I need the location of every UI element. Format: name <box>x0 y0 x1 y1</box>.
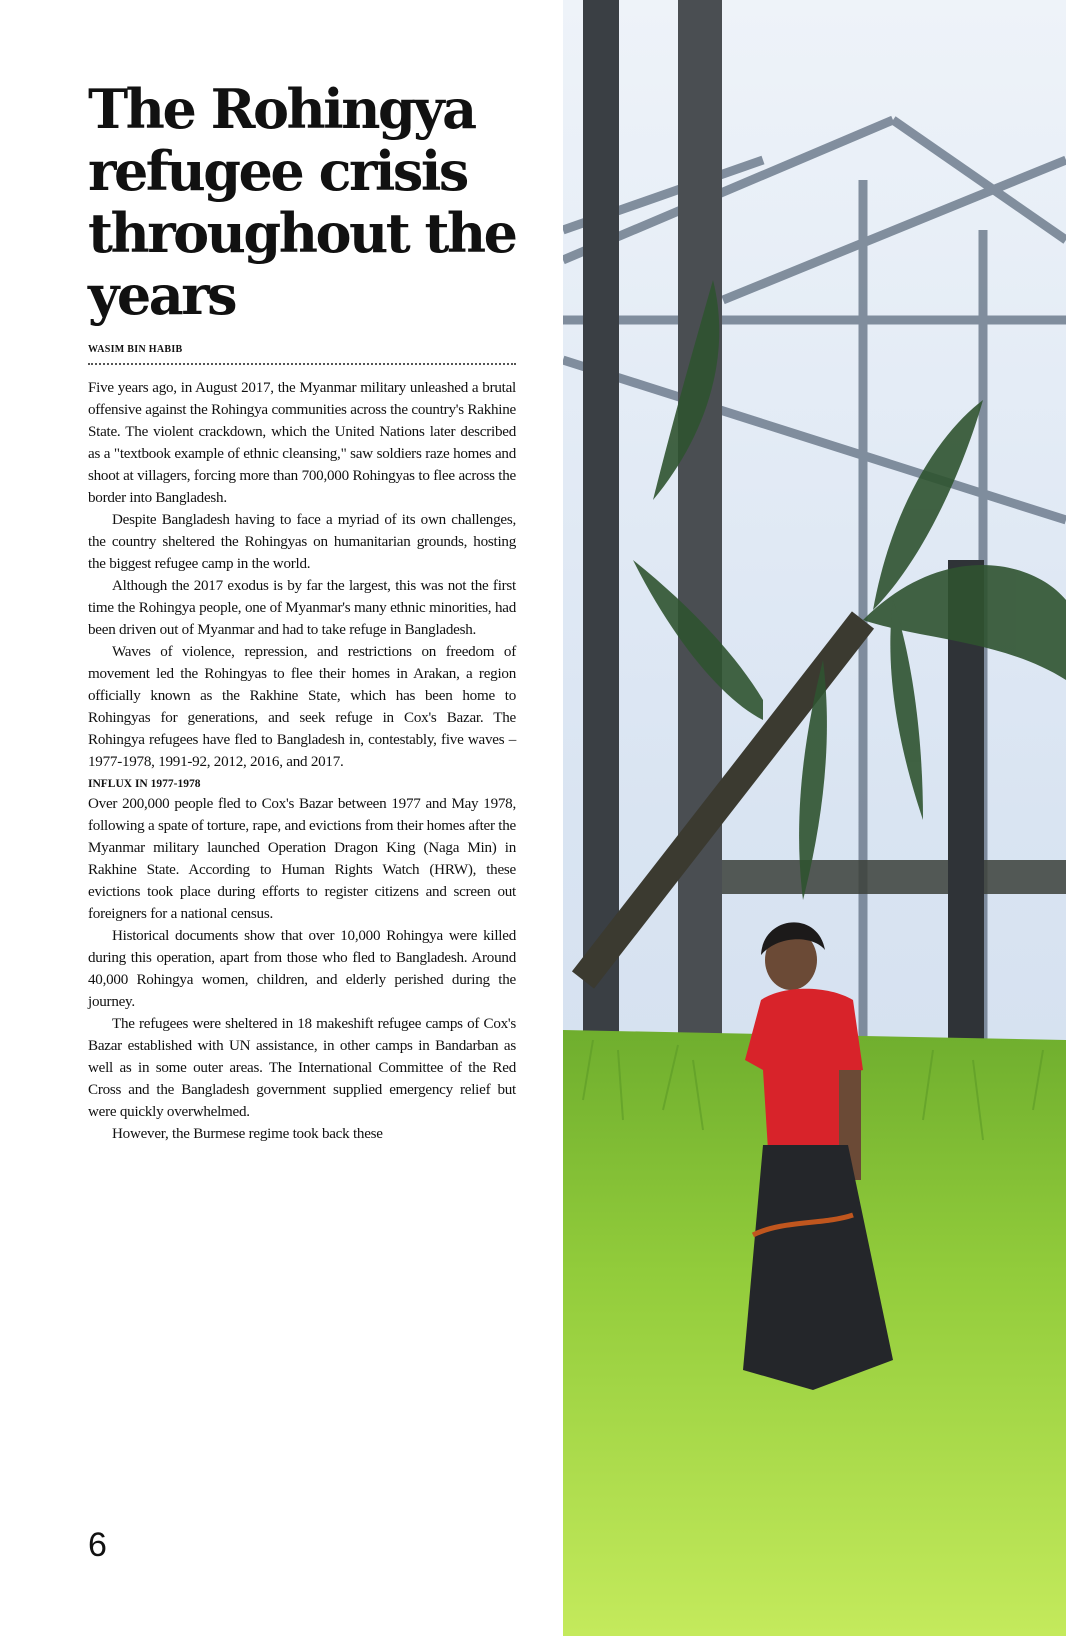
paragraph: However, the Burmese regime took back these <box>112 1126 383 1142</box>
palm-trunk <box>583 0 619 1050</box>
section-subhead: INFLUX IN 1977-1978 <box>88 778 201 790</box>
photo-illustration <box>563 0 1066 1636</box>
article-photo <box>563 0 1066 1636</box>
paragraph: Five years ago, in August 2017, the Myanmar military unleashed a brutal offensive against the Rohingya communities across the country's Rakhine State. The violent crackdown, which the United Nations later described as a "textbook example of ethnic cleansing," saw soldiers raze homes and shoot at villagers, forcing more than 700,000 Rohingyas to flee across the border into Bangladesh. <box>88 380 516 506</box>
byline: WASIM BIN HABIB <box>88 344 516 365</box>
page-number: 6 <box>88 1526 107 1564</box>
article-body <box>88 377 516 1145</box>
crossbeam <box>713 860 1066 894</box>
paragraph: Over 200,000 people fled to Cox's Bazar between 1977 and May 1978, following a spate of torture, rape, and evictions from their homes after the Myanmar military launched Operation Dragon King (Naga Min) in Rakhine State. According to Human Rights Watch (HRW), these evictions took place during efforts to register citizens and screen out foreigners for a national census. <box>88 796 516 922</box>
paragraph: Despite Bangladesh having to face a myriad of its own challenges, the country sheltered the Rohingyas on humanitarian grounds, hosting the biggest refugee camp in the world. <box>88 512 516 572</box>
article-column <box>88 78 516 1145</box>
palm-trunk <box>678 0 722 1060</box>
paragraph: Historical documents show that over 10,000 Rohingya were killed during this operation, apart from those who fled to Bangladesh. Around 40,000 Rohingya women, children, and elderly perished during the journey. <box>88 928 516 1010</box>
paragraph: Although the 2017 exodus is by far the largest, this was not the first time the Rohingya people, one of Myanmar's many ethnic minorities, had been driven out of Myanmar and had to take refuge in Bangladesh. <box>88 578 516 638</box>
paragraph: Waves of violence, repression, and restrictions on freedom of movement led the Rohingyas to flee their homes in Arakan, a region officially known as the Rakhine State, which has been home to Rohingyas for generations, and seek refuge in Cox's Bazar. The Rohingya refugees have fled to Bangladesh in, contestably, five waves – 1977-1978, 1991-92, 2012, 2016, and 2017. <box>88 644 516 770</box>
paragraph: The refugees were sheltered in 18 makeshift refugee camps of Cox's Bazar established with UN assistance, in other camps in Bandarban as well as in some outer areas. The International Committee of the Red Cross and the Bangladesh government supplied emergency relief but were quickly overwhelmed. <box>88 1016 516 1120</box>
headline: The Rohingya refugee crisis throughout the years <box>88 77 516 327</box>
